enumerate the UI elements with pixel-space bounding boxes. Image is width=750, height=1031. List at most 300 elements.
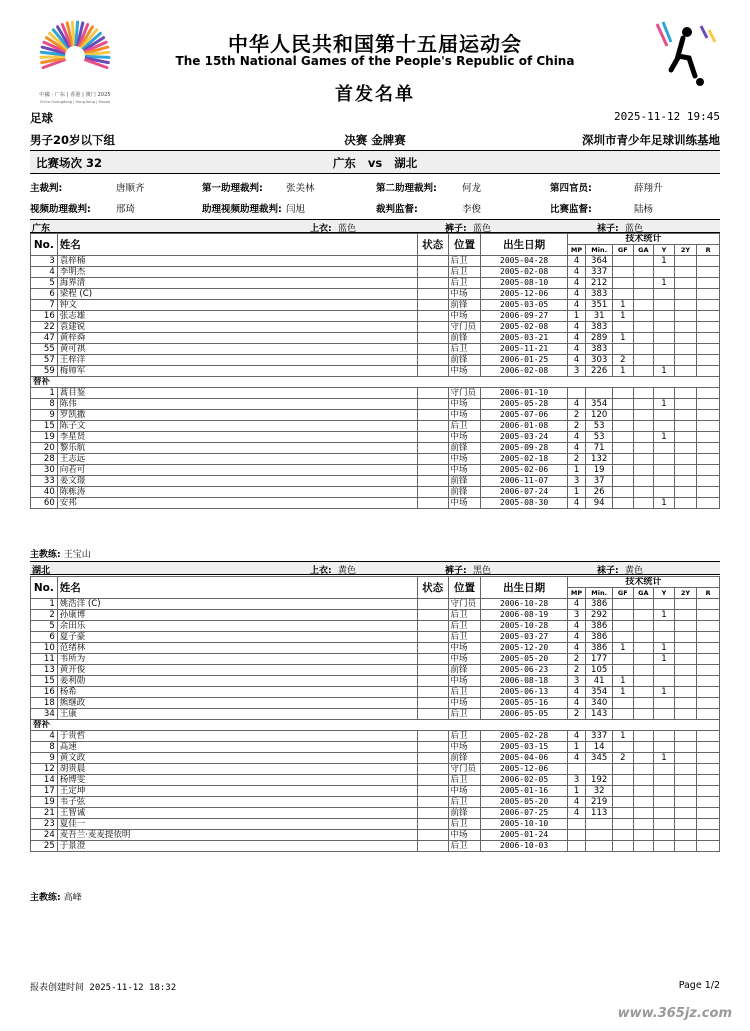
player-number: 24 [31, 830, 58, 841]
player-yellow: 1 [654, 654, 675, 665]
player-status [417, 764, 448, 775]
player-number: 12 [31, 764, 58, 775]
player-status [417, 742, 448, 753]
player-yellow [654, 731, 675, 742]
player-gf [613, 487, 634, 498]
report-created-time: 报表创建时间 2025-11-12 18:32 [30, 983, 177, 993]
player-mp: 4 [567, 632, 586, 643]
player-position: 中场 [448, 830, 481, 841]
player-row [31, 676, 720, 687]
player-minutes: 71 [586, 443, 613, 454]
player-gf [613, 289, 634, 300]
player-number: 19 [31, 797, 58, 808]
player-position: 后卫 [448, 775, 481, 786]
player-red [697, 476, 720, 487]
player-name: 陈子文 [57, 421, 417, 432]
player-number: 2 [31, 610, 58, 621]
player-gf [613, 819, 634, 830]
player-gf [613, 786, 634, 797]
player-mp: 4 [567, 797, 586, 808]
player-gf: 1 [613, 643, 634, 654]
player-second-yellow [674, 709, 697, 720]
player-minutes: 351 [586, 300, 613, 311]
player-yellow [654, 311, 675, 322]
player-number: 1 [31, 388, 58, 399]
col-status: 状态 [417, 234, 448, 256]
player-name: 夏子豪 [57, 632, 417, 643]
player-gf [613, 267, 634, 278]
player-dob: 2005-12-06 [481, 289, 567, 300]
player-number: 23 [31, 819, 58, 830]
player-second-yellow [674, 819, 697, 830]
player-ga [633, 278, 654, 289]
player-dob: 2005-10-10 [481, 819, 567, 830]
player-minutes: 383 [586, 344, 613, 355]
team2-shirt: 黄色 [338, 566, 357, 576]
player-row [31, 698, 720, 709]
col-stats: 技术统计 [567, 234, 719, 245]
player-minutes: 94 [586, 498, 613, 509]
player-row [31, 654, 720, 665]
player-yellow [654, 819, 675, 830]
player-yellow [654, 267, 675, 278]
player-red [697, 687, 720, 698]
player-status [417, 819, 448, 830]
logo-subtext: China Guangdong | Hong Kong | Macao [39, 100, 111, 104]
player-row [31, 256, 720, 267]
player-second-yellow [674, 399, 697, 410]
roster-header-row [31, 234, 720, 245]
player-number: 14 [31, 775, 58, 786]
player-row [31, 830, 720, 841]
player-minutes: 212 [586, 278, 613, 289]
player-dob: 2006-01-25 [481, 355, 567, 366]
player-mp: 3 [567, 775, 586, 786]
player-red [697, 808, 720, 819]
logo-text: 中國 · 广东 | 香港 | 澳门 2025 [39, 92, 111, 98]
player-row [31, 643, 720, 654]
player-mp: 4 [567, 300, 586, 311]
player-mp: 4 [567, 498, 586, 509]
player-row [31, 753, 720, 764]
ar2-name: 何龙 [462, 183, 482, 194]
player-row [31, 388, 720, 399]
assessor-label: 裁判监督: [376, 204, 418, 215]
player-minutes: 354 [586, 399, 613, 410]
player-yellow [654, 797, 675, 808]
team2-shorts-label: 裤子: [445, 566, 467, 576]
player-second-yellow [674, 775, 697, 786]
player-position: 中场 [448, 366, 481, 377]
player-minutes: 132 [586, 454, 613, 465]
player-ga [633, 333, 654, 344]
player-position: 中场 [448, 410, 481, 421]
player-name: 黄梓舜 [57, 333, 417, 344]
player-minutes: 26 [586, 487, 613, 498]
player-name: 熊继政 [57, 698, 417, 709]
player-second-yellow [674, 643, 697, 654]
player-ga [633, 742, 654, 753]
player-dob: 2006-01-08 [481, 421, 567, 432]
player-minutes: 37 [586, 476, 613, 487]
player-gf [613, 432, 634, 443]
player-number: 25 [31, 841, 58, 852]
player-status [417, 465, 448, 476]
player-number: 4 [31, 267, 58, 278]
player-yellow [654, 421, 675, 432]
player-gf [613, 421, 634, 432]
player-ga [633, 399, 654, 410]
player-position: 中场 [448, 698, 481, 709]
team1-coach-name: 王宝山 [63, 550, 91, 560]
player-number: 34 [31, 709, 58, 720]
subs-label: 替补 [31, 720, 720, 731]
player-mp: 4 [567, 289, 586, 300]
player-second-yellow [674, 443, 697, 454]
team-a-name: 广东 [332, 156, 356, 170]
player-status [417, 487, 448, 498]
player-name: 夏佳一 [57, 819, 417, 830]
player-red [697, 498, 720, 509]
player-yellow [654, 621, 675, 632]
player-name: 王定坤 [57, 786, 417, 797]
player-gf [613, 399, 634, 410]
player-name: 袁梓楠 [57, 256, 417, 267]
player-red [697, 797, 720, 808]
player-red [697, 267, 720, 278]
player-minutes: 19 [586, 465, 613, 476]
player-second-yellow [674, 742, 697, 753]
player-gf [613, 465, 634, 476]
player-gf [613, 278, 634, 289]
player-second-yellow [674, 267, 697, 278]
player-mp: 1 [567, 786, 586, 797]
team2-socks: 黄色 [625, 566, 644, 576]
player-mp [567, 819, 586, 830]
player-mp: 4 [567, 355, 586, 366]
player-position: 前锋 [448, 443, 481, 454]
player-number: 20 [31, 443, 58, 454]
player-dob: 2005-04-06 [481, 753, 567, 764]
player-second-yellow [674, 410, 697, 421]
player-name: 孙康博 [57, 610, 417, 621]
player-minutes: 53 [586, 432, 613, 443]
player-number: 15 [31, 421, 58, 432]
player-position: 前锋 [448, 753, 481, 764]
player-name: 海界清 [57, 278, 417, 289]
player-name: 韦子弦 [57, 797, 417, 808]
player-row [31, 278, 720, 289]
player-gf [613, 830, 634, 841]
player-row [31, 764, 720, 775]
player-dob: 2005-02-08 [481, 322, 567, 333]
player-status [417, 632, 448, 643]
player-gf [613, 256, 634, 267]
player-ga [633, 454, 654, 465]
player-ga [633, 841, 654, 852]
player-status [417, 753, 448, 764]
player-minutes: 120 [586, 410, 613, 421]
player-minutes: 337 [586, 267, 613, 278]
player-yellow [654, 841, 675, 852]
player-dob: 2005-01-24 [481, 830, 567, 841]
ar2-label: 第二助理裁判: [376, 183, 437, 194]
player-name: 黄开俊 [57, 665, 417, 676]
player-status [417, 300, 448, 311]
player-mp: 3 [567, 676, 586, 687]
player-gf: 1 [613, 311, 634, 322]
player-mp: 4 [567, 267, 586, 278]
player-number: 4 [31, 731, 58, 742]
player-red [697, 753, 720, 764]
player-dob: 2006-05-05 [481, 709, 567, 720]
player-red [697, 775, 720, 786]
player-mp: 4 [567, 698, 586, 709]
player-dob: 2006-07-24 [481, 487, 567, 498]
player-minutes: 354 [586, 687, 613, 698]
player-mp: 4 [567, 432, 586, 443]
player-status [417, 698, 448, 709]
player-yellow [654, 355, 675, 366]
subs-section-row [31, 377, 720, 388]
player-status [417, 654, 448, 665]
player-number: 3 [31, 256, 58, 267]
player-second-yellow [674, 355, 697, 366]
player-ga [633, 775, 654, 786]
player-second-yellow [674, 487, 697, 498]
player-minutes: 143 [586, 709, 613, 720]
player-ga [633, 487, 654, 498]
player-row [31, 476, 720, 487]
player-gf [613, 665, 634, 676]
player-yellow [654, 599, 675, 610]
player-gf [613, 322, 634, 333]
player-number: 13 [31, 665, 58, 676]
player-minutes [586, 764, 613, 775]
player-position: 后卫 [448, 256, 481, 267]
col-y2: 2Y [674, 245, 697, 256]
team1-shorts-label: 裤子: [445, 224, 467, 234]
player-status [417, 443, 448, 454]
player-second-yellow [674, 289, 697, 300]
player-dob: 2005-03-21 [481, 333, 567, 344]
player-gf [613, 764, 634, 775]
player-ga [633, 654, 654, 665]
col-mp: MP [567, 245, 586, 256]
player-yellow: 1 [654, 256, 675, 267]
player-red [697, 410, 720, 421]
player-ga [633, 256, 654, 267]
player-row [31, 775, 720, 786]
player-yellow [654, 333, 675, 344]
player-minutes: 340 [586, 698, 613, 709]
player-status [417, 797, 448, 808]
venue: 深圳市青少年足球训练基地 [582, 133, 720, 147]
player-dob: 2005-05-20 [481, 654, 567, 665]
player-ga [633, 632, 654, 643]
team1-socks-label: 袜子: [597, 224, 619, 234]
player-position: 中场 [448, 432, 481, 443]
player-position: 前锋 [448, 300, 481, 311]
player-dob: 2005-08-10 [481, 278, 567, 289]
player-status [417, 841, 448, 852]
player-mp: 4 [567, 599, 586, 610]
col-min: Min. [586, 588, 613, 599]
player-row [31, 432, 720, 443]
var-label: 视频助理裁判: [30, 204, 91, 215]
player-gf [613, 621, 634, 632]
team1-name: 广东 [32, 224, 51, 234]
player-ga [633, 610, 654, 621]
player-mp: 4 [567, 443, 586, 454]
player-position: 守门员 [448, 388, 481, 399]
player-name: 范绪林 [57, 643, 417, 654]
player-name: 梁程 (C) [57, 289, 417, 300]
team1-shirt: 蓝色 [338, 224, 357, 234]
player-status [417, 421, 448, 432]
player-red [697, 621, 720, 632]
player-row [31, 709, 720, 720]
player-name: 姜文璟 [57, 476, 417, 487]
player-minutes: 41 [586, 676, 613, 687]
player-yellow [654, 742, 675, 753]
player-name: 麦吾兰·麦麦提依明 [57, 830, 417, 841]
player-gf [613, 410, 634, 421]
player-status [417, 410, 448, 421]
player-gf [613, 698, 634, 709]
player-ga [633, 731, 654, 742]
player-red [697, 278, 720, 289]
player-second-yellow [674, 300, 697, 311]
player-row [31, 454, 720, 465]
title-cn: 中华人民共和国第十五届运动会 [228, 32, 522, 56]
player-name: 李明杰 [57, 267, 417, 278]
player-status [417, 830, 448, 841]
team1-shirt-label: 上衣: [310, 224, 332, 234]
player-ga [633, 687, 654, 698]
player-yellow [654, 388, 675, 399]
player-row [31, 355, 720, 366]
player-number: 22 [31, 322, 58, 333]
player-name: 王智诚 [57, 808, 417, 819]
player-yellow [654, 665, 675, 676]
player-red [697, 333, 720, 344]
player-dob: 2005-10-28 [481, 621, 567, 632]
player-number: 17 [31, 786, 58, 797]
vs-label: vs [367, 156, 383, 170]
player-red [697, 764, 720, 775]
player-position: 中场 [448, 786, 481, 797]
player-status [417, 621, 448, 632]
player-ga [633, 432, 654, 443]
player-gf [613, 808, 634, 819]
player-gf [613, 610, 634, 621]
player-red [697, 841, 720, 852]
player-ga [633, 355, 654, 366]
player-red [697, 487, 720, 498]
team2-name: 湖北 [32, 566, 51, 576]
player-red [697, 786, 720, 797]
player-dob: 2005-03-24 [481, 432, 567, 443]
player-status [417, 278, 448, 289]
player-gf: 1 [613, 687, 634, 698]
player-mp: 2 [567, 709, 586, 720]
player-dob: 2005-03-15 [481, 742, 567, 753]
player-name: 黄可祺 [57, 344, 417, 355]
player-second-yellow [674, 610, 697, 621]
player-red [697, 311, 720, 322]
player-red [697, 344, 720, 355]
player-position: 中场 [448, 654, 481, 665]
player-ga [633, 786, 654, 797]
player-mp: 4 [567, 322, 586, 333]
player-position: 前锋 [448, 355, 481, 366]
team2-socks-label: 袜子: [597, 566, 619, 576]
fourth-official-label: 第四官员: [550, 183, 592, 194]
player-mp: 1 [567, 465, 586, 476]
player-minutes [586, 830, 613, 841]
player-gf [613, 797, 634, 808]
player-second-yellow [674, 676, 697, 687]
player-name: 姜利勋 [57, 676, 417, 687]
player-row [31, 289, 720, 300]
referee-name: 唐顺齐 [116, 183, 145, 194]
player-gf [613, 388, 634, 399]
player-dob: 2006-07-25 [481, 808, 567, 819]
team1-socks: 蓝色 [625, 224, 644, 234]
player-mp: 1 [567, 487, 586, 498]
player-ga [633, 322, 654, 333]
player-gf: 2 [613, 355, 634, 366]
player-yellow [654, 322, 675, 333]
player-status [417, 344, 448, 355]
player-number: 19 [31, 432, 58, 443]
player-row [31, 487, 720, 498]
player-second-yellow [674, 830, 697, 841]
player-number: 16 [31, 311, 58, 322]
player-position: 后卫 [448, 632, 481, 643]
player-second-yellow [674, 687, 697, 698]
player-red [697, 399, 720, 410]
player-status [417, 311, 448, 322]
player-row [31, 333, 720, 344]
player-position: 守门员 [448, 599, 481, 610]
player-ga [633, 421, 654, 432]
player-number: 9 [31, 753, 58, 764]
player-dob: 2005-03-27 [481, 632, 567, 643]
player-dob: 2005-11-21 [481, 344, 567, 355]
player-number: 6 [31, 632, 58, 643]
player-status [417, 665, 448, 676]
player-name: 安邦 [57, 498, 417, 509]
player-yellow [654, 830, 675, 841]
player-red [697, 610, 720, 621]
player-red [697, 599, 720, 610]
watermark: www.365jz.com [617, 1006, 732, 1021]
player-mp: 4 [567, 643, 586, 654]
player-dob: 2006-10-28 [481, 599, 567, 610]
player-yellow [654, 465, 675, 476]
supervisor-name: 陆杨 [634, 204, 654, 215]
player-position: 中场 [448, 498, 481, 509]
player-position: 后卫 [448, 421, 481, 432]
player-status [417, 786, 448, 797]
player-minutes: 383 [586, 289, 613, 300]
col-position: 位置 [448, 234, 481, 256]
player-status [417, 333, 448, 344]
player-name: 向若可 [57, 465, 417, 476]
player-mp: 4 [567, 687, 586, 698]
